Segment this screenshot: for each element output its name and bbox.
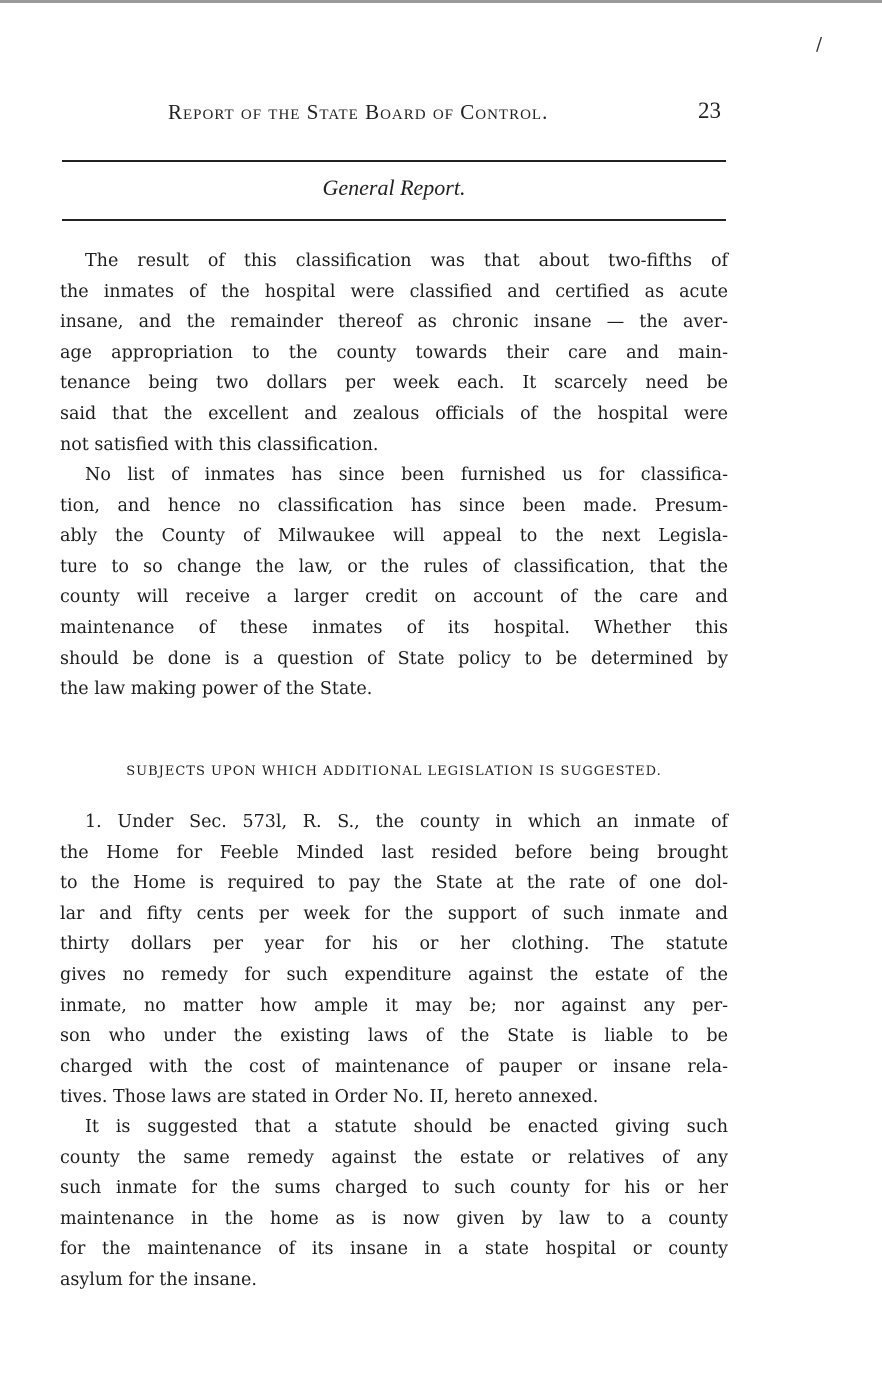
text-line: age appropriation to the county towards their care and main- — [60, 342, 728, 363]
paragraph-classification-result — [60, 246, 728, 460]
scan-edge — [0, 0, 882, 3]
text-line: for the maintenance of its insane in a state hospital or county — [60, 1239, 728, 1260]
text-line: maintenance in the home as is now given by law to a county — [60, 1208, 728, 1229]
text-line: tion, and hence no classification has since been made. Presum- — [60, 495, 728, 516]
text-line: 1. Under Sec. 573l, R. S., the county in which an inmate of — [85, 812, 728, 832]
text-line: county the same remedy against the estate or relatives of any — [60, 1147, 728, 1168]
text-line: It is suggested that a statute should be enacted giving such — [85, 1117, 728, 1137]
text-line: tives. Those laws are stated in Order No. II, hereto annexed. — [60, 1087, 599, 1108]
text-line: ture to so change the law, or the rules of classification, that the — [60, 556, 728, 577]
paragraph-statute-suggestion — [60, 1112, 728, 1296]
paragraph-section-573l — [60, 807, 728, 1113]
text-line: the inmates of the hospital were classified and certified as acute — [60, 281, 728, 302]
paragraph-no-list-furnished — [60, 460, 728, 705]
text-line: charged with the cost of maintenance of pauper or insane rela- — [60, 1056, 728, 1077]
text-line: should be done is a question of State policy to be determined by — [60, 648, 728, 669]
text-line: maintenance of these inmates of its hospital. Whether this — [60, 617, 728, 638]
legislation-subheading: SUBJECTS UPON WHICH ADDITIONAL LEGISLATION IS SUGGESTED. — [126, 764, 662, 779]
text-line: No list of inmates has since been furnished us for classifica- — [85, 465, 728, 485]
corner-pencil-mark: / — [816, 34, 823, 55]
header-rule-top — [62, 160, 726, 162]
text-line: insane, and the remainder thereof as chronic insane — the aver- — [60, 312, 728, 333]
text-line: inmate, no matter how ample it may be; nor against any per- — [60, 995, 728, 1016]
text-line: to the Home is required to pay the State at the rate of one dol- — [60, 873, 728, 894]
section-heading: General Report. — [322, 175, 466, 200]
text-line: the law making power of the State. — [60, 679, 373, 700]
text-line: such inmate for the sums charged to such county for his or her — [60, 1178, 728, 1199]
text-line: asylum for the insane. — [60, 1269, 257, 1290]
text-line: tenance being two dollars per week each. It scarcely need be — [60, 373, 728, 394]
text-line: lar and fifty cents per week for the support of such inmate and — [60, 903, 728, 924]
running-head: Report of the State Board of Control. — [168, 100, 549, 124]
text-line: ably the County of Milwaukee will appeal to the next Legisla- — [60, 526, 728, 547]
text-line: The result of this classification was that about two-fifths of — [85, 251, 728, 271]
page-number: 23 — [698, 98, 721, 123]
text-line: county will receive a larger credit on account of the care and — [60, 587, 728, 608]
text-line: said that the excellent and zealous officials of the hospital were — [60, 403, 728, 424]
text-line: son who under the existing laws of the State is liable to be — [60, 1026, 728, 1047]
header-rule-bottom — [62, 219, 726, 221]
text-line: the Home for Feeble Minded last resided before being brought — [60, 842, 728, 863]
text-line: gives no remedy for such expenditure against the estate of the — [60, 964, 728, 985]
text-line: thirty dollars per year for his or her clothing. The statute — [60, 934, 728, 955]
text-line: not satisfied with this classification. — [60, 434, 379, 455]
